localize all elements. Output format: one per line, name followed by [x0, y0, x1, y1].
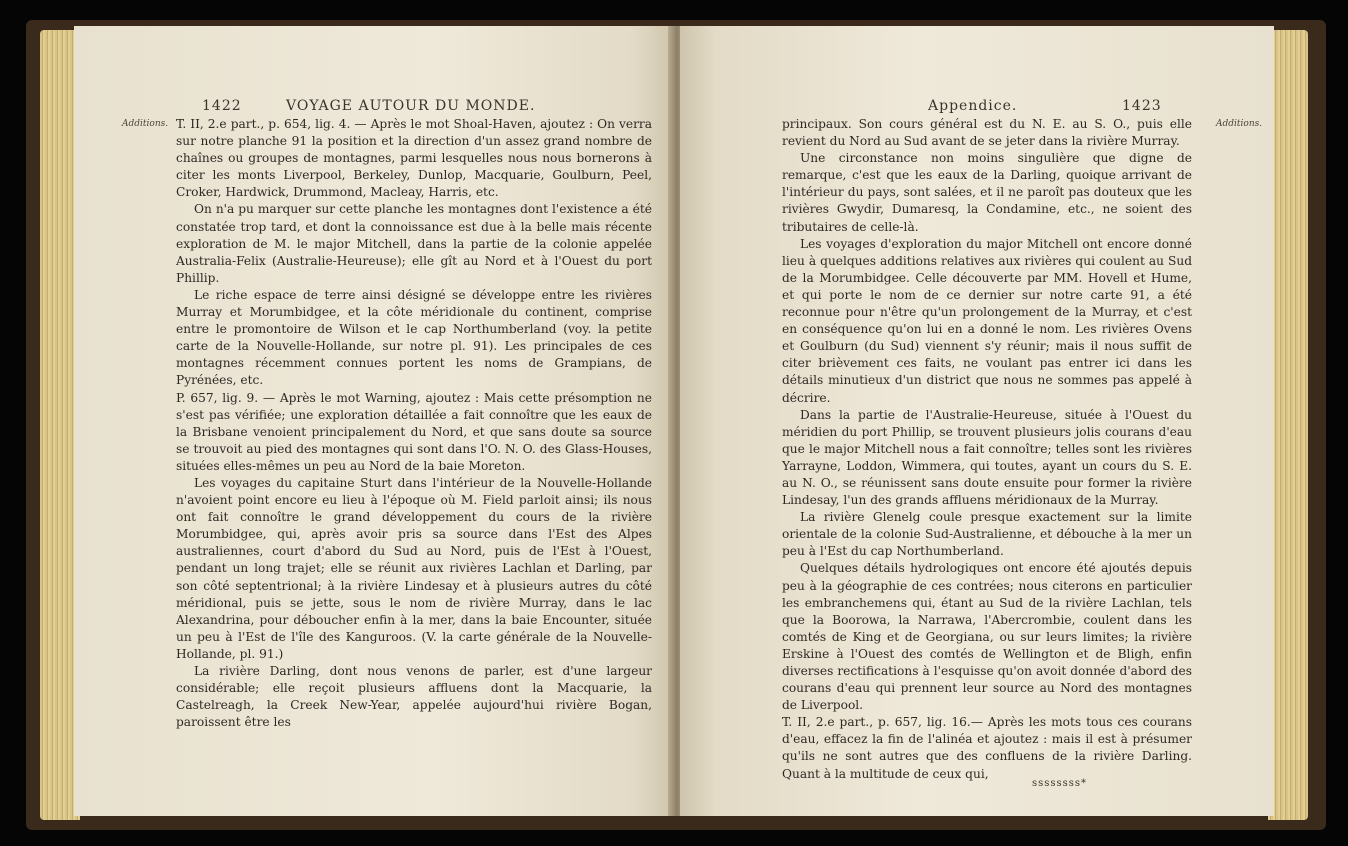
- right-page: [680, 26, 1274, 816]
- page-edges-right: [1268, 30, 1308, 820]
- right-page-number: 1423: [1122, 98, 1162, 114]
- left-page: [74, 26, 674, 816]
- signature-mark: ssssssss*: [1032, 778, 1088, 789]
- paragraph: On n'a pu marquer sur cette planche les montagnes dont l'existence a été constatée trop tard, et dont la connoissance est due à la belle mais récente exploration de M. le major Mitchell, dans la partie de la colonie appelée Australia-Felix (Australie-Heureuse); elle gît au Nord et à l'Ouest du port Phillip.: [176, 202, 652, 285]
- right-running-head: Appendice.: [928, 98, 1018, 114]
- paragraph: Quelques détails hydrologiques ont encore été ajoutés depuis peu à la géographie de ces contrées; nous citerons en particulier les embranchemens qui, étant au Sud de la rivière Lachlan, tels que la Boorowa, la Narrawa, l'Abercrombie, coulent dans les comtés de King et de Georgiana, ou sur leurs limites; la rivière Erskine à l'Ouest des comtés de Wellington et de Bligh, enfin diverses rectifications à l'esquisse qu'on avoit donnée d'abord des courans d'eau qui prennent leur source au Nord des montagnes de Liverpool.: [782, 561, 1192, 713]
- right-body-text: [782, 116, 1192, 783]
- paragraph: La rivière Darling, dont nous venons de parler, est d'une largeur considérable; elle reçoit plusieurs affluens dont la Macquarie, la Castelreagh, la Creek New-Year, appelée aujourd'hui rivière Bogan, paroissent être les: [176, 664, 652, 730]
- paragraph: La rivière Glenelg coule presque exactement sur la limite orientale de la colonie Sud-Australienne, et débouche à la mer un peu à l'Est du cap Northumberland.: [782, 510, 1192, 559]
- paragraph: T. II, 2.e part., p. 657, lig. 16.— Après les mots tous ces courans d'eau, effacez la fin de l'alinéa et ajoutez : mais il est à présumer qu'ils ne sont autres que des confluens de la rivière Darling. Quant à la multitude de ceux qui,: [782, 715, 1192, 781]
- left-margin-note: Additions.: [122, 119, 169, 129]
- left-body-text: [176, 116, 652, 731]
- right-margin-note: Additions.: [1216, 119, 1263, 129]
- left-page-number: 1422: [202, 98, 242, 114]
- paragraph: Le riche espace de terre ainsi désigné se développe entre les rivières Murray et Morumbidgee, et la côte méridionale du continent, comprise entre le promontoire de Wilson et le cap Northumberland (voy. la petite carte de la Nouvelle-Hollande, sur notre pl. 91). Les principales de ces montagnes récemment connues portent les noms de Grampians, de Pyrénées, etc.: [176, 287, 652, 388]
- paragraph: Dans la partie de l'Australie-Heureuse, située à l'Ouest du méridien du port Phillip, se trouvent plusieurs jolis courans d'eau que le major Mitchell nous a fait connoître; telles sont les rivières Yarrayne, Loddon, Wimmera, qui toutes, ayant un cours du S. E. au N. O., se réunissent sans doute ensuite pour former la rivière Lindesay, l'un des grands affluens méridionaux de la Murray.: [782, 407, 1192, 508]
- paragraph: Une circonstance non moins singulière que digne de remarque, c'est que les eaux de la Darling, quoique arrivant de l'intérieur du pays, sont salées, et il ne paroît pas douteux que les rivières Gwydir, Dumaresq, la Condamine, etc., ne soient des tributaires de celle-là.: [782, 151, 1192, 234]
- paragraph: Les voyages d'exploration du major Mitchell ont encore donné lieu à quelques additions relatives aux rivières qui coulent au Sud de la Morumbidgee. Celle découverte par MM. Hovell et Hume, et qui porte le nom de ce dernier sur notre carte 91, a été reconnue pour n'être qu'un prolongement de la Murray, et c'est en conséquence qu'on lui en a donné le nom. Les rivières Ovens et Goulburn (du Sud) viennent s'y réunir; mais il nous suffit de citer brièvement ces faits, ne voulant pas entrer ici dans les détails minutieux d'un district que nous ne sommes pas appelé à décrire.: [782, 236, 1192, 405]
- paragraph: P. 657, lig. 9. — Après le mot Warning, ajoutez : Mais cette présomption ne s'est pas vérifiée; une exploration détaillée a fait connoître que les eaux de la Brisbane venoient principalement du Nord, et que sans doute sa source se trouvoit au pied des montagnes qui sont dans l'O. N. O. des Glass-Houses, situées elles-mêmes un peu au Nord de la baie Moreton.: [176, 390, 652, 473]
- paragraph: principaux. Son cours général est du N. E. au S. O., puis elle revient du Nord au Sud avant de se jeter dans la rivière Murray.: [782, 117, 1192, 149]
- paragraph: Les voyages du capitaine Sturt dans l'intérieur de la Nouvelle-Hollande n'avoient point encore eu lieu à l'époque où M. Field parloit ainsi; ils nous ont fait connoître le grand développement du cours de la rivière Morumbidgee, qui, après avoir pris sa source dans l'Est des Alpes australiennes, court d'abord du Sud au Nord, puis de l'Est à l'Ouest, pendant un long trajet; elle se réunit aux rivières Lachlan et Darling, par son côté septentrional; à la rivière Lindesay et à plusieurs autres du côté méridional, puis se jette, sous le nom de rivière Murray, dans le lac Alexandrina, pour déboucher enfin à la mer, dans la baie Encounter, située un peu à l'Est de l'île des Kanguroos. (V. la carte générale de la Nouvelle-Hollande, pl. 91.): [176, 475, 652, 661]
- left-running-head: VOYAGE AUTOUR DU MONDE.: [286, 98, 536, 114]
- paragraph: T. II, 2.e part., p. 654, lig. 4. — Après le mot Shoal-Haven, ajoutez : On verra sur notre planche 91 la position et la direction d'un assez grand nombre de chaînes ou groupes de montagnes, parmi lesquelles nous nous bornerons à citer les monts Liverpool, Berkeley, Dunlop, Macquarie, Goulburn, Peel, Croker, Hardwick, Drummond, Macleay, Harris, etc.: [176, 117, 652, 200]
